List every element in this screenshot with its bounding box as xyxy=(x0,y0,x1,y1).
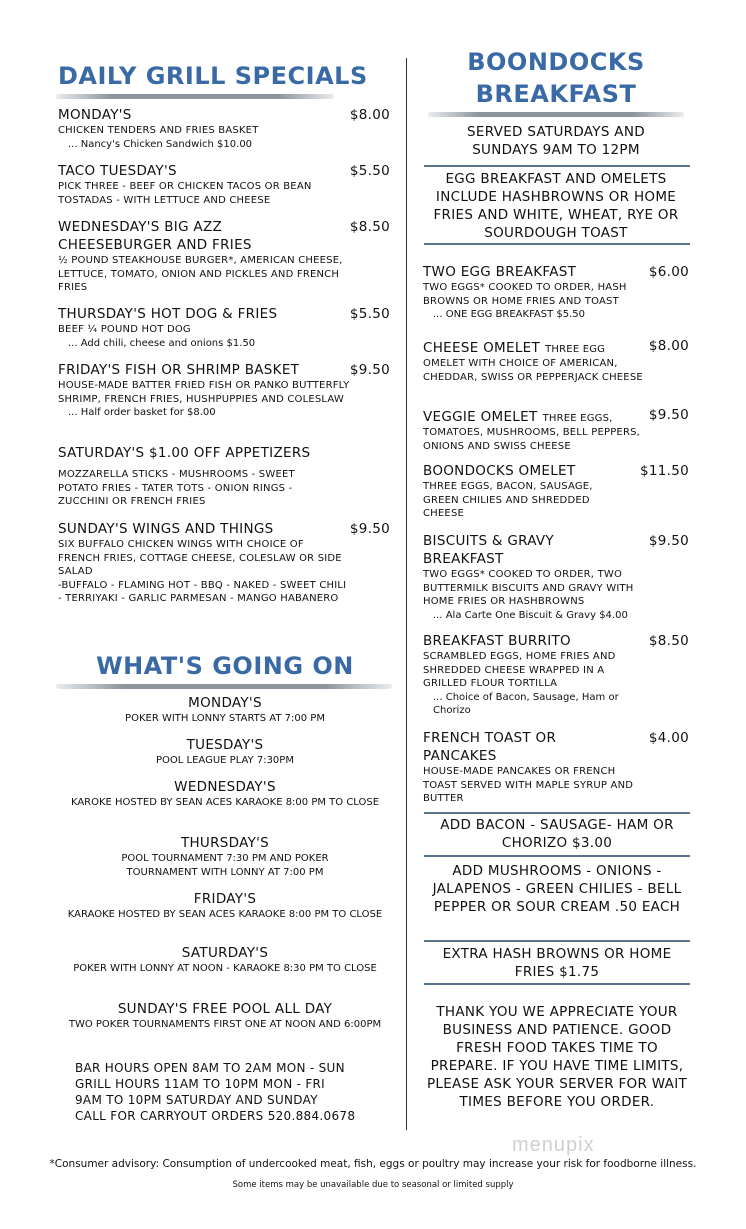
event-title: SUNDAY'S FREE POOL ALL DAY xyxy=(117,1001,333,1017)
item-note: ... Choice of Bacon, Sausage, Ham or Chorizo xyxy=(433,691,619,716)
event xyxy=(60,736,390,778)
breakfast-title-line1: BOONDOCKS xyxy=(467,48,645,76)
item-note: ... Half order basket for $8.00 xyxy=(68,407,216,418)
daily-grill-title: DAILY GRILL SPECIALS xyxy=(58,62,368,90)
hours-line: GRILL HOURS 11AM TO 10PM MON - FRI xyxy=(75,1077,326,1091)
column-divider xyxy=(406,58,407,1130)
menu-item xyxy=(423,462,689,521)
item-desc: ½ POUND STEAKHOUSE BURGER*, AMERICAN CHEESE, LETTUCE, TOMATO, ONION AND PICKLES AND FRENCH FRIES xyxy=(58,255,343,293)
events-underline xyxy=(56,684,392,689)
item-note: ... Ala Carte One Biscuit & Gravy $4.00 xyxy=(433,609,628,621)
item-name: VEGGIE OMELET xyxy=(423,409,538,425)
watermark: menupix xyxy=(512,1134,595,1156)
event-desc: POOL TOURNAMENT 7:30 PM AND POKER TOURNAMENT WITH LONNY AT 7:00 PM xyxy=(121,853,329,878)
includes-note: EGG BREAKFAST AND OMELETS INCLUDE HASHBROWNS OR HOME FRIES AND WHITE, WHEAT, RYE OR SOURDOUGH TOAST xyxy=(433,171,679,241)
breakfast-title xyxy=(424,46,688,110)
item-name: MONDAY'S xyxy=(58,107,132,123)
item-price: $6.00 xyxy=(648,264,689,280)
item-name: BOONDOCKS OMELET xyxy=(423,463,576,479)
event-desc: KAROKE HOSTED BY SEAN ACES KARAOKE 8:00 PM TO CLOSE xyxy=(70,797,380,808)
menu-item xyxy=(423,729,689,806)
item-desc: TWO EGGS* COOKED TO ORDER, HASH BROWNS OR HOME FRIES AND TOAST xyxy=(423,282,627,307)
item-price: $8.00 xyxy=(648,338,689,354)
hours-line: 9AM TO 10PM SATURDAY AND SUNDAY xyxy=(75,1093,318,1107)
event xyxy=(60,944,390,1000)
item-price: $4.00 xyxy=(648,730,689,746)
item-desc: THREE EGGS, BACON, SAUSAGE, GREEN CHILIES AND SHREDDED CHEESE xyxy=(423,481,593,519)
served-times: SERVED SATURDAYS AND SUNDAYS 9AM TO 12PM xyxy=(467,124,645,158)
item-price: $9.50 xyxy=(349,521,390,537)
addon-rule xyxy=(424,940,690,942)
addon-hashbrowns: EXTRA HASH BROWNS OR HOME FRIES $1.75 xyxy=(442,946,672,980)
item-desc: OMELET WITH CHOICE OF AMERICAN, CHEDDAR, SWISS OR PEPPERJACK CHEESE xyxy=(423,358,643,383)
item-price: $5.50 xyxy=(349,306,390,322)
item-price: $8.50 xyxy=(349,219,390,235)
served-rule xyxy=(424,165,690,167)
item-name: THURSDAY'S HOT DOG & FRIES xyxy=(58,306,278,322)
item-name: CHEESE OMELET xyxy=(423,340,541,356)
item-note: ... Nancy's Chicken Sandwich $10.00 xyxy=(68,138,253,150)
item-desc: SCRAMBLED EGGS, HOME FRIES AND SHREDDED CHEESE WRAPPED IN A GRILLED FLOUR TORTILLA xyxy=(423,651,616,689)
item-name: WEDNESDAY'S BIG AZZ CHEESEBURGER AND FRIES xyxy=(58,219,252,253)
menu-item xyxy=(423,532,689,622)
hours-line: BAR HOURS OPEN 8AM TO 2AM MON - SUN xyxy=(75,1061,345,1075)
addon-meats: ADD BACON - SAUSAGE- HAM OR CHORIZO $3.00 xyxy=(440,817,674,851)
events-list xyxy=(60,694,390,1056)
item-desc-inline: THREE EGG xyxy=(545,344,606,355)
hours-block xyxy=(75,1060,355,1124)
item-name: SATURDAY'S $1.00 OFF APPETIZERS xyxy=(58,445,311,461)
item-price: $9.50 xyxy=(349,362,390,378)
event-desc: POKER WITH LONNY AT NOON - KARAOKE 8:30 PM TO CLOSE xyxy=(73,963,377,974)
item-name: TWO EGG BREAKFAST xyxy=(423,264,577,280)
addon-rule xyxy=(424,855,690,857)
item-name: SUNDAY'S WINGS AND THINGS xyxy=(58,521,274,537)
addon-rule xyxy=(424,983,690,985)
menu-item xyxy=(423,632,689,718)
item-price: $8.00 xyxy=(349,107,390,123)
consumer-advisory: *Consumer advisory: Consumption of undercooked meat, fish, eggs or poultry may increase your risk for foodborne illness. xyxy=(49,1158,697,1170)
menu-item xyxy=(58,162,390,207)
breakfast-title-line2: BREAKFAST xyxy=(475,80,637,108)
item-desc: PICK THREE - BEEF OR CHICKEN TACOS OR BEAN TOSTADAS - WITH LETTUCE AND CHEESE xyxy=(58,181,312,206)
events-title: WHAT'S GOING ON xyxy=(96,652,354,680)
menu-item xyxy=(58,361,390,420)
menu-item xyxy=(58,444,390,509)
supply-note: Some items may be unavailable due to seasonal or limited supply xyxy=(232,1180,514,1190)
includes-rule xyxy=(424,243,690,245)
item-desc: TOMATOES, MUSHROOMS, BELL PEPPERS, ONIONS AND SWISS CHEESE xyxy=(423,427,641,452)
event xyxy=(60,834,390,890)
event-title: TUESDAY'S xyxy=(186,737,264,753)
item-desc: BEEF ¼ POUND HOT DOG xyxy=(58,324,191,335)
addon-veggies: ADD MUSHROOMS - ONIONS - JALAPENOS - GREEN CHILIES - BELL PEPPER OR SOUR CREAM .50 EACH xyxy=(432,863,682,915)
event xyxy=(60,1000,390,1056)
event-title: SATURDAY'S xyxy=(181,945,269,961)
event-desc: POOL LEAGUE PLAY 7:30PM xyxy=(156,755,294,766)
event-desc: KARAOKE HOSTED BY SEAN ACES KARAOKE 8:00 PM TO CLOSE xyxy=(67,909,383,920)
addon-rule xyxy=(424,812,690,814)
menu-item xyxy=(58,218,390,295)
menu-item xyxy=(423,263,689,322)
title-underline xyxy=(56,94,334,99)
item-price: $11.50 xyxy=(639,463,689,479)
menu-item xyxy=(58,305,390,350)
item-price: $9.50 xyxy=(648,407,689,423)
menu-item xyxy=(423,337,689,384)
event-title: FRIDAY'S xyxy=(193,891,257,907)
item-desc: HOUSE-MADE BATTER FRIED FISH OR PANKO BUTTERFLY SHRIMP, FRENCH FRIES, HUSHPUPPIES AND COLESLAW xyxy=(58,380,350,405)
event-desc: TWO POKER TOURNAMENTS FIRST ONE AT NOON AND 6:00PM xyxy=(68,1019,382,1030)
item-price: $5.50 xyxy=(349,163,390,179)
item-desc: CHICKEN TENDERS AND FRIES BASKET xyxy=(58,125,259,136)
hours-line: CALL FOR CARRYOUT ORDERS 520.884.0678 xyxy=(75,1109,356,1123)
item-desc: MOZZARELLA STICKS - MUSHROOMS - SWEET POTATO FRIES - TATER TOTS - ONION RINGS - ZUCCHINI OR FRENCH FRIES xyxy=(58,469,295,507)
item-note: ... Add chili, cheese and onions $1.50 xyxy=(68,337,256,349)
menu-item xyxy=(58,520,390,606)
item-desc: HOUSE-MADE PANCAKES OR FRENCH TOAST SERVED WITH MAPLE SYRUP AND BUTTER xyxy=(423,766,634,804)
event xyxy=(60,890,390,944)
item-name: BREAKFAST BURRITO xyxy=(423,633,571,649)
event-title: MONDAY'S xyxy=(188,695,262,711)
item-name: BISCUITS & GRAVY BREAKFAST xyxy=(423,533,554,567)
item-price: $8.50 xyxy=(648,633,689,649)
thank-you-note: THANK YOU WE APPRECIATE YOUR BUSINESS AND PATIENCE. GOOD FRESH FOOD TAKES TIME TO PREPARE. IF YOU HAVE TIME LIMITS, PLEASE ASK YOUR SERVER FOR WAIT TIMES BEFORE YOU ORDER. xyxy=(426,1004,688,1110)
item-name: FRIDAY'S FISH OR SHRIMP BASKET xyxy=(58,362,300,378)
event xyxy=(60,778,390,834)
item-price: $9.50 xyxy=(648,533,689,549)
event-title: THURSDAY'S xyxy=(180,835,270,851)
event xyxy=(60,694,390,736)
item-desc-sauces: -BUFFALO - FLAMING HOT - BBQ - NAKED - SWEET CHILI - TERRIYAKI - GARLIC PARMESAN - MANGO HABANERO xyxy=(58,579,347,604)
item-desc-inline: THREE EGGS, xyxy=(542,413,613,424)
item-name: FRENCH TOAST OR PANCAKES xyxy=(423,730,557,764)
breakfast-underline xyxy=(428,112,684,117)
event-desc: POKER WITH LONNY STARTS AT 7:00 PM xyxy=(125,713,325,724)
menu-item xyxy=(58,106,390,151)
item-name: TACO TUESDAY'S xyxy=(58,163,177,179)
item-desc: SIX BUFFALO CHICKEN WINGS WITH CHOICE OF FRENCH FRIES, COTTAGE CHEESE, COLESLAW OR SIDE SALAD xyxy=(58,539,342,577)
event-title: WEDNESDAY'S xyxy=(174,779,276,795)
item-desc: TWO EGGS* COOKED TO ORDER, TWO BUTTERMILK BISCUITS AND GRAVY WITH HOME FRIES OR HASHBROWNS xyxy=(423,569,634,607)
item-note: ... ONE EGG BREAKFAST $5.50 xyxy=(433,309,586,320)
menu-item xyxy=(423,406,689,453)
